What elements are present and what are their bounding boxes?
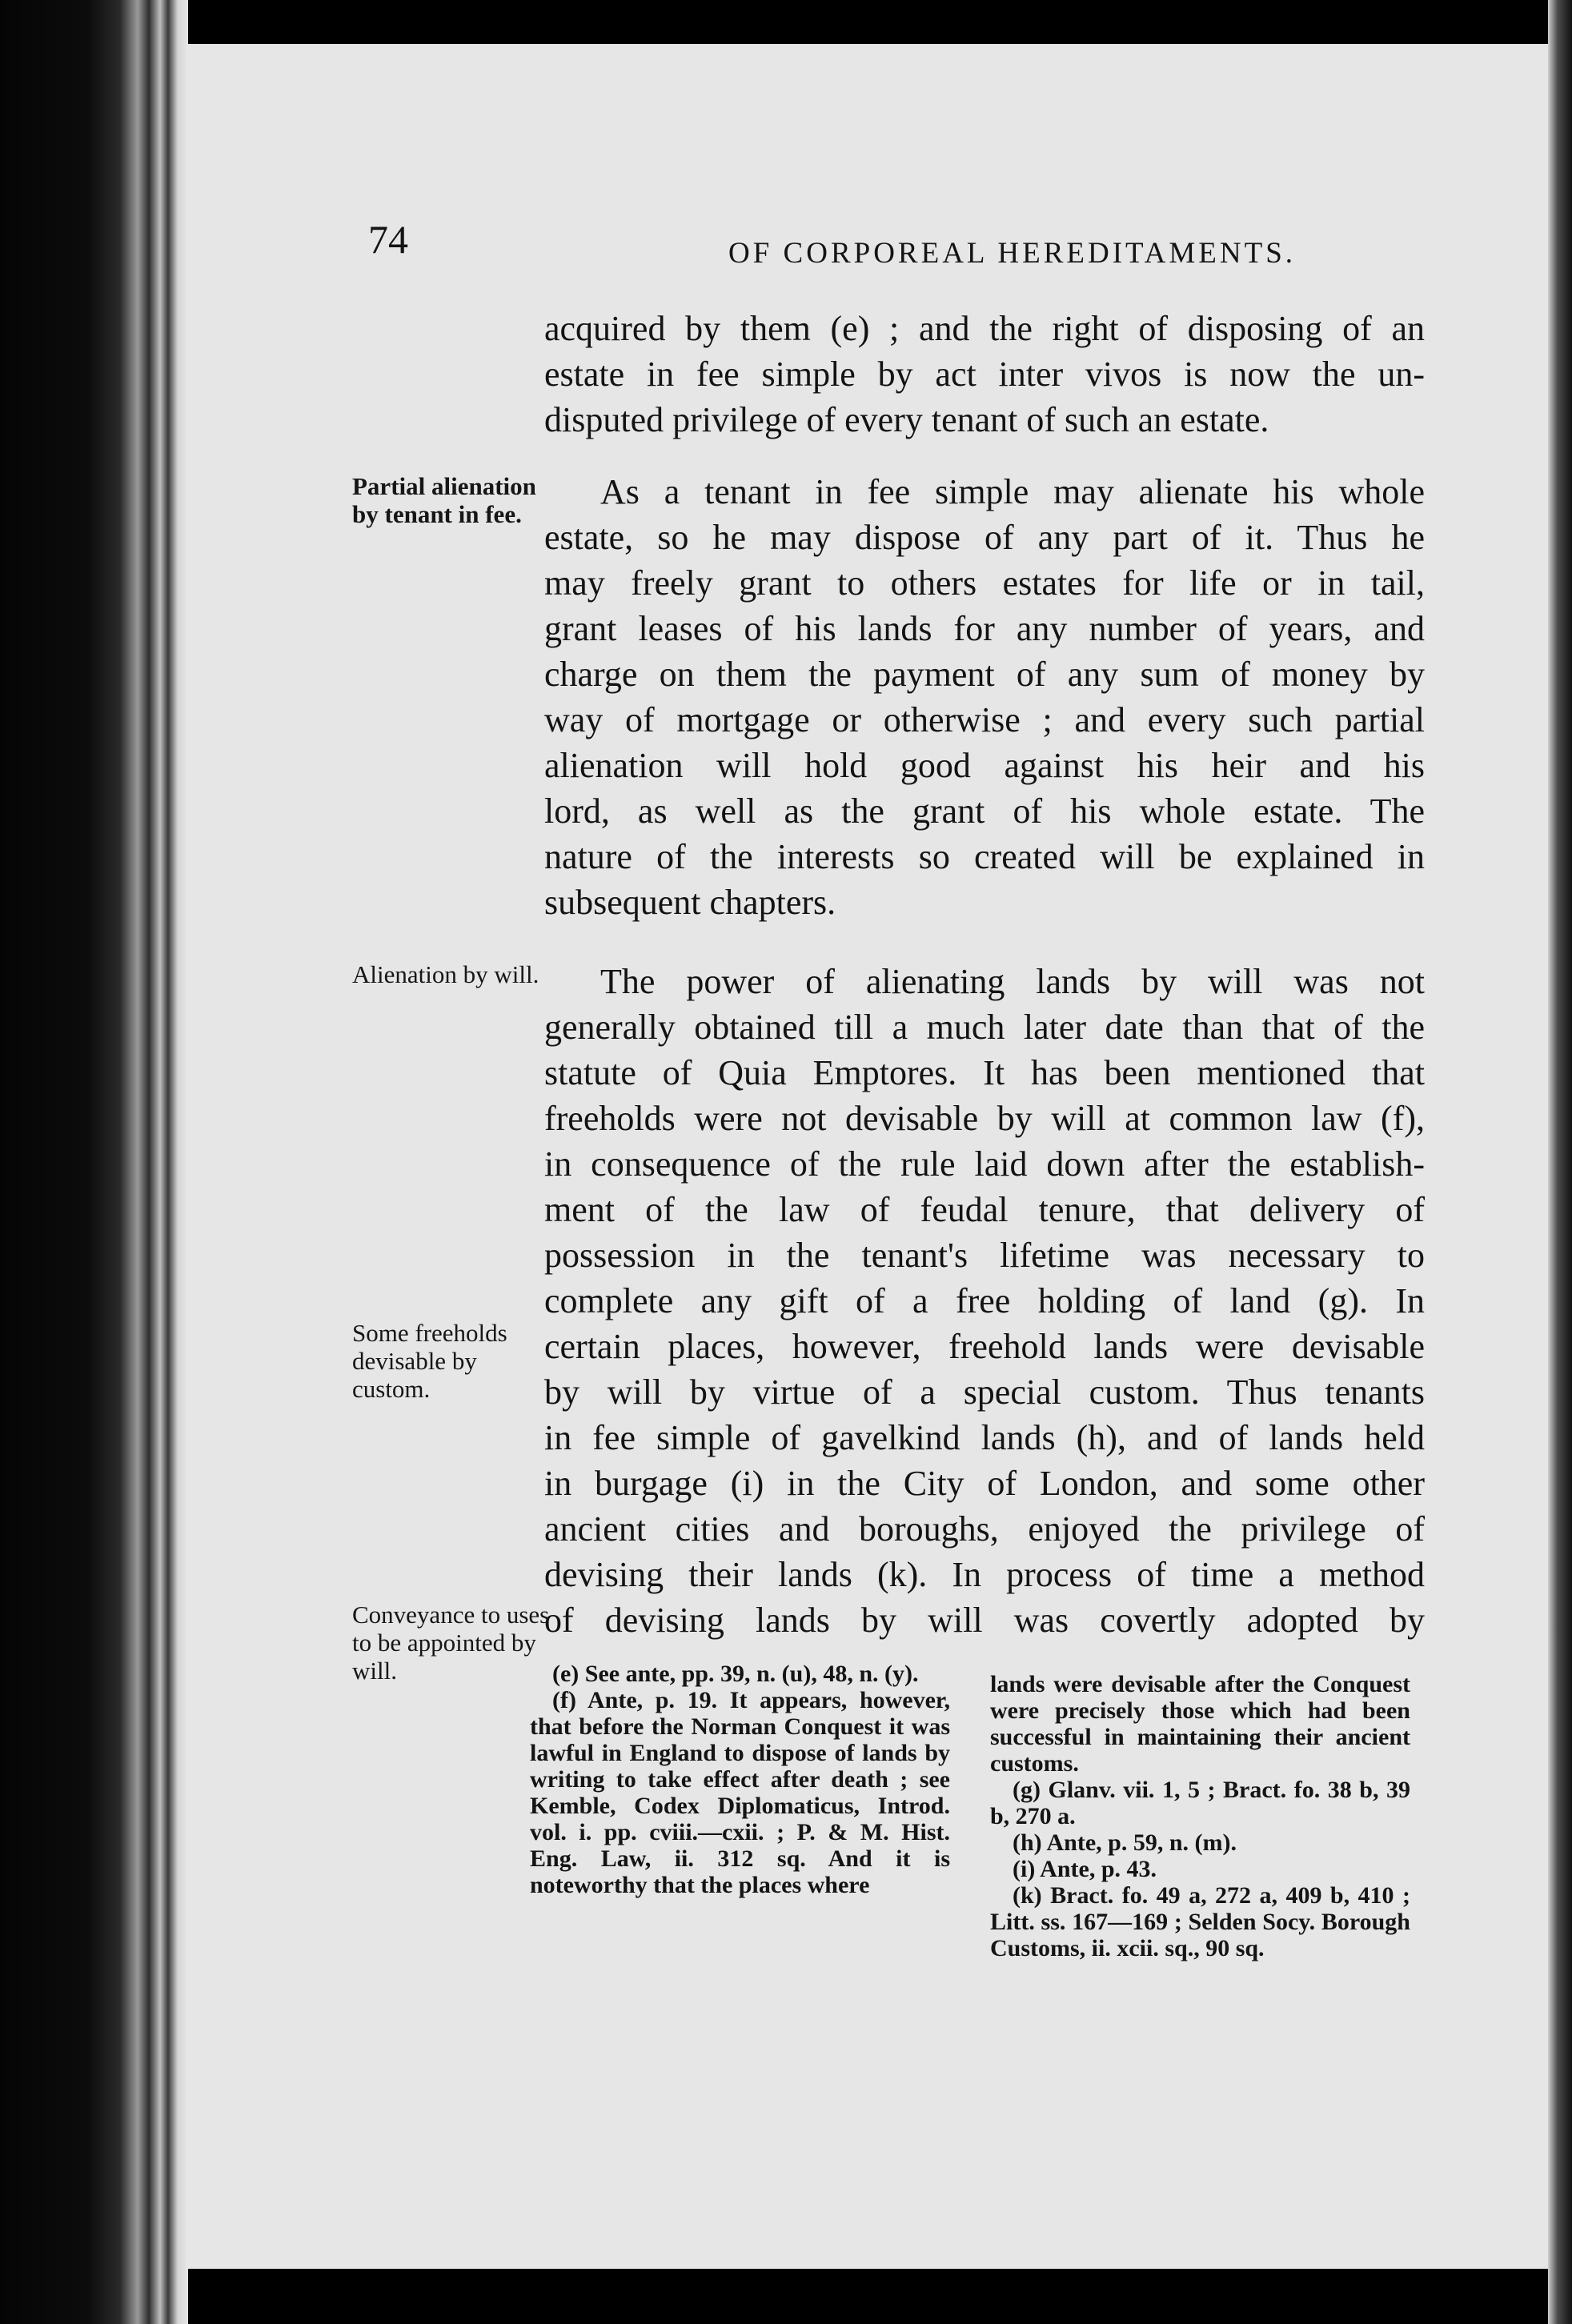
text-line: alienation will hold good against his heir and his [544,746,1425,785]
footnote: (e) See ante, pp. 39, n. (u), 48, n. (y). [552,1661,919,1687]
book-spine-edge [0,0,188,2324]
running-head: OF CORPOREAL HEREDITAMENTS. [728,237,1297,270]
text-line: of devising lands by will was covertly adopted by [544,1601,1425,1640]
margin-note-alienation-by-will: Alienation by will. [352,960,539,988]
margin-note-conveyance-to-uses: Conveyance to uses to be appointed by will. [352,1601,550,1685]
page-number: 74 [368,217,408,262]
text-line: charge on them the payment of any sum of money by [544,655,1425,694]
margin-note-partial-alienation: Partial alienation by tenant in fee. [352,472,536,528]
text-line: complete any gift of a free holding of land (g). In [544,1281,1425,1320]
text-line: estate in fee simple by act inter vivos is now the un- [544,355,1425,394]
text-line: certain places, however, freehold lands were devisable [544,1327,1425,1366]
footnotes-left-column [530,1661,950,1898]
footnote: lands were devisable after the Conquest were precisely those which had been successful in maintaining their ancient customs. [990,1671,1410,1777]
text-line: disputed privilege of every tenant of such an estate. [544,400,1269,439]
text-line: As a tenant in fee simple may alienate his whole [600,472,1425,511]
footnote: (i) Ante, p. 43. [1013,1856,1157,1882]
text-line: may freely grant to others estates for life or in tail, [544,563,1425,603]
text-line: ment of the law of feudal tenure, that delivery of [544,1190,1425,1229]
text-line: by will by virtue of a special custom. Thus tenants [544,1372,1425,1412]
text-line: The power of alienating lands by will was not [600,962,1425,1001]
paragraph-1 [544,306,1425,443]
paragraph-2 [544,469,1425,925]
text-line: possession in the tenant's lifetime was necessary to [544,1236,1425,1275]
footnote: (h) Ante, p. 59, n. (m). [1013,1829,1237,1856]
text-line: in fee simple of gavelkind lands (h), and of lands held [544,1418,1425,1457]
footnotes-right-column [990,1671,1410,1961]
text-line: in burgage (i) in the City of London, and some other [544,1464,1425,1503]
text-line: devising their lands (k). In process of time a method [544,1555,1425,1594]
text-line: subsequent chapters. [544,883,836,922]
text-line: freeholds were not devisable by will at common law (f), [544,1099,1425,1138]
page-right-edge [1548,0,1572,2324]
text-line: generally obtained till a much later date than that of the [544,1008,1425,1047]
text-line: grant leases of his lands for any number of years, and [544,609,1425,648]
text-line: lord, as well as the grant of his whole estate. The [544,791,1425,831]
text-line: way of mortgage or otherwise ; and every such partial [544,700,1425,739]
text-line: nature of the interests so created will be explained in [544,837,1425,876]
text-line: in consequence of the rule laid down after the establish- [544,1144,1425,1184]
text-line: statute of Quia Emptores. It has been mentioned that [544,1053,1425,1092]
paragraph-3 [544,959,1425,1643]
text-line: acquired by them (e) ; and the right of disposing of an [544,309,1425,348]
text-line: estate, so he may dispose of any part of it. Thus he [544,518,1425,557]
margin-note-freeholds-devisable: Some freeholds devisable by custom. [352,1319,507,1403]
text-line: ancient cities and boroughs, enjoyed the privilege of [544,1509,1425,1549]
footnote: (f) Ante, p. 19. It appears, however, that before the Norman Conquest it was lawful in England to dispose of lands by writing to take effect after death ; see Kemble, Codex Diplomaticus, Introd. vol. i. pp. cviii.—cxii. ; P. & M. Hist. Eng. Law, ii. 312 sq. And it is noteworthy that the places where [530,1687,950,1898]
footnote: (g) Glanv. vii. 1, 5 ; Bract. fo. 38 b, 39 b, 270 a. [990,1777,1410,1829]
footnote: (k) Bract. fo. 49 a, 272 a, 409 b, 410 ; Litt. ss. 167—169 ; Selden Socy. Borough Customs, ii. xcii. sq., 90 sq. [990,1882,1410,1961]
